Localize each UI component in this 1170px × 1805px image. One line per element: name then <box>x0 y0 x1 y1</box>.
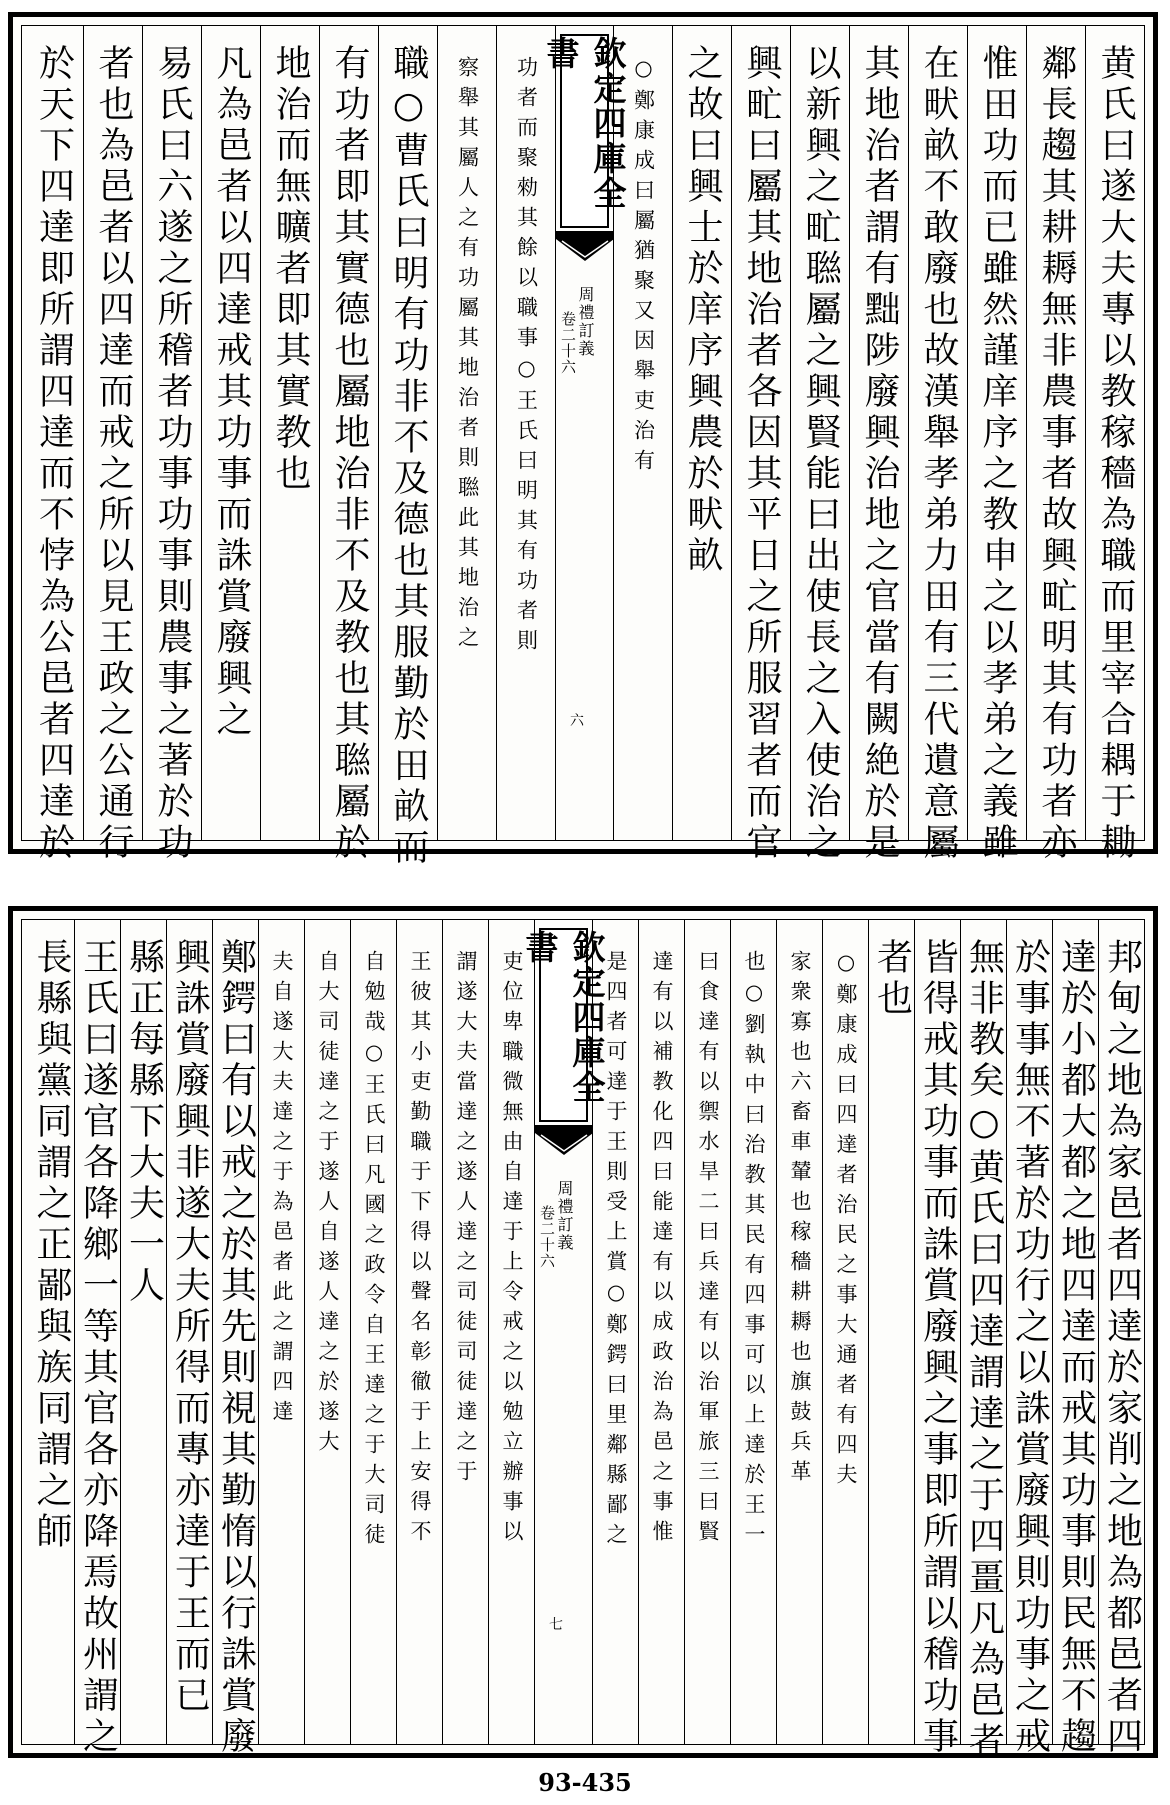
text-column <box>1085 26 1144 864</box>
commentary-text: ○鄭康成曰屬猶聚又因舉吏治有 <box>631 56 656 479</box>
commentary-text: 自勉哉○王氏曰凡國之政令自王達之于大司徒 <box>362 950 386 1553</box>
volume-number: 卷二十六 <box>538 1205 556 1269</box>
commentary-text: 曰食達有以禦水旱二曰兵達有以治軍旅三曰賢 <box>696 950 720 1550</box>
commentary-text: 家衆寡也六畜車輦也稼穡耕耨也旗鼓兵革 <box>788 950 812 1490</box>
main-text: 興甿曰屬其地治者各因其平日之所服習者而官 <box>741 44 782 864</box>
commentary-text: 謂遂大夫當達之遂人達之司徒司徒達之于 <box>454 950 478 1490</box>
main-text: 黄氏曰遂大夫專以教稼穡為職而里宰合耦于耡 <box>1095 44 1136 864</box>
text-column <box>496 26 555 840</box>
main-text: 以新興之甿聮屬之興賢能曰出使長之入使治之 <box>800 44 841 864</box>
text-column <box>396 920 442 1744</box>
commentary-text: 也○劉執中曰治教其民有四事可以上達於王一 <box>742 950 766 1553</box>
main-text: 者也為邑者以四達而戒之所以見王政之公通行 <box>93 44 134 864</box>
main-text: 地治而無曠者即其實教也 <box>270 44 311 495</box>
text-column <box>24 26 83 864</box>
commentary-text: 功者而聚勑其餘以職事○王氏曰明其有功者則 <box>514 56 539 659</box>
main-text: 於事事無不著於功行之以誅賞廢興則功事之戒 <box>1009 938 1051 1758</box>
text-column <box>319 26 378 864</box>
upper-page-columns <box>22 26 1144 869</box>
text-column <box>684 920 730 1744</box>
lower-page-columns <box>22 920 1144 1763</box>
leaf-number: 七 <box>549 1617 563 1633</box>
text-column <box>776 920 822 1744</box>
text-column <box>166 920 212 1744</box>
book-title: 欽定四庫全書 <box>560 34 609 228</box>
text-column <box>442 920 488 1744</box>
text-column <box>74 920 120 1758</box>
text-column <box>849 26 908 864</box>
main-text: 鄭鍔曰有以戒之於其先則視其勤惰以行誅賞廢 <box>215 938 257 1758</box>
text-column <box>28 920 74 1744</box>
text-column <box>822 920 868 1744</box>
commentary-text: 王彼其小吏勤職于下得以聲名彰徹于上安得不 <box>408 950 432 1550</box>
center-margin-column <box>541 26 628 840</box>
chapter-title: 周禮訂義 <box>576 286 595 358</box>
commentary-text: 是四者可達于王則受上賞○鄭鍔曰里鄰縣鄙之 <box>604 950 628 1553</box>
commentary-text: ○鄭康成曰四達者治民之事大通者有四夫 <box>834 950 858 1493</box>
main-text: 王氏曰遂官各降鄉一等其官各亦降焉故州謂之 <box>77 938 119 1758</box>
main-text: 邦甸之地為家邑者四達於家削之地為都邑者四 <box>1101 938 1143 1758</box>
text-column <box>304 920 350 1744</box>
commentary-text: 察舉其屬人之有功屬其地治者則聮此其地治之 <box>455 56 480 656</box>
text-column <box>260 26 319 840</box>
text-column <box>142 26 201 864</box>
commentary-text: 吏位卑職微無由自達于上令戒之以勉立辦事以 <box>500 950 524 1550</box>
main-text: 惟田功而已雖然謹庠序之教申之以孝弟之義雖 <box>977 44 1018 864</box>
text-column <box>960 920 1006 1763</box>
main-text: 其地治者謂有黜陟廢興治地之官當有闕絶於是 <box>859 44 900 864</box>
text-column <box>1098 920 1144 1758</box>
fishtail-ornament-icon <box>535 1125 593 1159</box>
commentary-text: 自大司徒達之于遂人自遂人達之於遂大 <box>316 950 340 1460</box>
lower-page-frame <box>21 919 1145 1763</box>
text-column <box>488 920 534 1744</box>
main-text: 之故曰興士於庠序興農於畎畝 <box>682 44 723 577</box>
upper-page <box>8 12 1158 869</box>
text-column <box>437 26 496 840</box>
main-text: 易氏曰六遂之所稽者功事功事則農事之著於功 <box>152 44 193 864</box>
text-column <box>868 920 914 1744</box>
text-column <box>1026 26 1085 864</box>
text-column <box>914 920 960 1758</box>
text-column <box>790 26 849 864</box>
main-text: 興誅賞廢興非遂大夫所得而專亦達于王而已 <box>169 938 211 1717</box>
volume-number: 卷二十六 <box>559 311 577 375</box>
text-column <box>908 26 967 864</box>
page-number: 93-435 <box>538 1768 632 1797</box>
main-text: 長縣與黨同謂之正鄙與族同謂之師 <box>31 938 72 1553</box>
chapter-title: 周禮訂義 <box>555 1180 574 1252</box>
text-column <box>83 26 142 864</box>
main-text: 職○曹氏曰明有功非不及德也其服勤於田畝而 <box>388 44 429 869</box>
text-column <box>638 920 684 1744</box>
text-column <box>258 920 304 1744</box>
text-column <box>378 26 437 869</box>
upper-page-frame <box>21 25 1145 869</box>
main-text: 在畎畝不敢廢也故漢舉孝弟力田有三代遺意屬 <box>918 44 959 864</box>
text-column <box>212 920 258 1758</box>
text-column <box>1006 920 1052 1758</box>
main-text: 者也 <box>871 938 913 1020</box>
book-title: 欽定四庫全書 <box>539 928 588 1122</box>
main-text: 縣正每縣下大夫一人 <box>123 938 165 1307</box>
text-column <box>1052 920 1098 1758</box>
text-column <box>120 920 166 1744</box>
leaf-number: 六 <box>570 713 584 729</box>
text-column <box>350 920 396 1744</box>
main-text: 鄰長趨其耕耨無非農事者故興甿明其有功者亦 <box>1036 44 1077 864</box>
main-text: 凡為邑者以四達戒其功事而誅賞廢興之 <box>211 44 252 741</box>
text-column <box>967 26 1026 864</box>
main-text: 達於小都大都之地四達而戒其功事則民無不趨 <box>1055 938 1097 1758</box>
commentary-text: 夫自遂大夫達之于為邑者此之謂四達 <box>270 950 294 1430</box>
text-column <box>672 26 731 840</box>
main-text: 於天下四達即所謂四達而不悖為公邑者四達於 <box>33 44 75 864</box>
main-text: 無非教矣○黄氏曰四達謂達之于四畺凡為邑者 <box>963 938 1005 1763</box>
commentary-text: 達有以補教化四曰能達有以成政治為邑之事惟 <box>650 950 674 1550</box>
center-margin-column <box>520 920 607 1744</box>
lower-page <box>8 906 1158 1763</box>
main-text: 有功者即其實德也屬地治非不及教也其聮屬於 <box>329 44 370 864</box>
main-text: 皆得戒其功事而誅賞廢興之事即所謂以稽功事 <box>917 938 959 1758</box>
text-column <box>201 26 260 840</box>
fishtail-ornament-icon <box>556 231 614 265</box>
text-column <box>731 26 790 864</box>
text-column <box>730 920 776 1744</box>
